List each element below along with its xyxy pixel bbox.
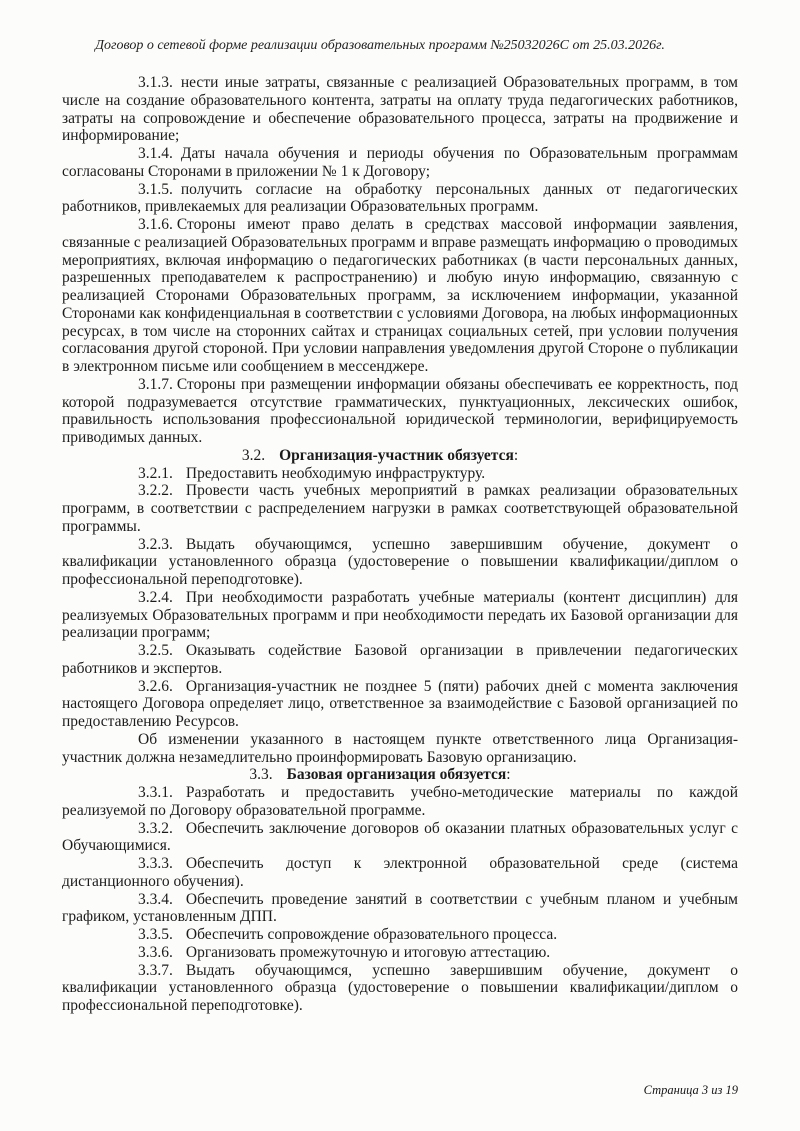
clause-number: 3.2.6. xyxy=(138,677,173,695)
clause-text: Об изменении указанного в настоящем пункте ответственного лица Организация-участник должна незамедлительно проинформировать Базовую организацию. xyxy=(62,730,738,766)
clause-number: 3.2.2. xyxy=(138,482,173,500)
clause-text: Выдать обучающимся, успешно завершившим обучение, документ о квалификации установленного образца (удостоверение о повышении квалификации/диплом о профессиональной переподготовке). xyxy=(62,535,738,588)
clause-3-1-7 xyxy=(62,376,738,447)
clause-text: При необходимости разработать учебные материалы (контент дисциплин) для реализуемых Образовательных программ и при необходимости передать их Базовой организации для реализации программ; xyxy=(62,588,738,642)
footer-page-number: Страница 3 из 19 xyxy=(643,1083,738,1097)
clause-number: 3.2.5. xyxy=(138,642,173,659)
section-heading-3-3 xyxy=(42,766,718,784)
section-number: 3.2. xyxy=(241,446,266,464)
clause-3-1-6 xyxy=(62,216,738,376)
clause-text: нести иные затраты, связанные с реализацией Образовательных программ, в том числе на создание образовательного контента, затраты на оплату труда педагогических работников, затраты на сопровождение и обеспечение образовательного процесса, затраты на продвижение и информирование; xyxy=(62,74,738,145)
clause-text: Предоставить необходимую инфраструктуру. xyxy=(185,464,486,482)
section-title-suffix: : xyxy=(513,446,519,464)
clause-number: 3.1.5. xyxy=(138,180,173,198)
clause-3-1-3 xyxy=(62,74,738,145)
clause-number: 3.1.4. xyxy=(138,145,173,162)
clause-text: Обеспечить доступ к электронной образовательной среде (система дистанционного обучения). xyxy=(62,855,738,890)
document-body xyxy=(0,74,800,1015)
clause-3-3-5 xyxy=(62,926,738,944)
clause-text: Разработать и предоставить учебно-методические материалы по каждой реализуемой по Договору образовательной программе. xyxy=(62,784,738,819)
clause-3-2-6 xyxy=(62,678,738,731)
clause-text: Оказывать содействие Базовой организации в привлечении педагогических работников и экспертов. xyxy=(62,642,738,677)
clause-number: 3.1.3. xyxy=(138,74,173,91)
clause-3-2-4 xyxy=(62,589,738,642)
clause-3-2-1 xyxy=(62,465,738,483)
clause-text: Обеспечить проведение занятий в соответствии с учебным планом и учебным графиком, установленным ДПП. xyxy=(62,890,738,926)
clause-text: Выдать обучающимся, успешно завершившим обучение, документ о квалификации установленного образца (удостоверение о повышении квалификации/диплом о профессиональной переподготовке). xyxy=(62,961,738,1014)
clause-text: получить согласие на обработку персональных данных от педагогических работников, привлекаемых для реализации Образовательных программ. xyxy=(62,180,738,216)
section-title: Организация-участник обязуется xyxy=(279,446,514,464)
clause-3-2-2 xyxy=(62,482,738,535)
clause-3-3-4 xyxy=(62,891,738,927)
clause-3-3-1 xyxy=(62,784,738,820)
clause-text: Обеспечить сопровождение образовательного процесса. xyxy=(185,926,558,943)
clause-3-1-4 xyxy=(62,145,738,181)
clause-text: Провести часть учебных мероприятий в рамках реализации образовательных программ, в соответствии с распределением нагрузки в рамках соответствующей образовательной программы. xyxy=(62,482,738,535)
clause-number: 3.1.6. xyxy=(138,216,173,233)
clause-text: Организовать промежуточную и итоговую аттестацию. xyxy=(185,943,551,961)
clause-3-3-2 xyxy=(62,820,738,856)
clause-number: 3.3.3. xyxy=(138,855,173,872)
document-header-title: Договор о сетевой форме реализации образовательных программ №25032026С от 25.03.2026г. xyxy=(95,38,665,53)
section-title-suffix: : xyxy=(506,766,511,784)
clause-3-2-6-note xyxy=(62,731,738,767)
clause-text: Организация-участник не позднее 5 (пяти) рабочих дней с момента заключения настоящего Договора определяет лицо, ответственное за взаимодействие с Базовой организацией по предоставлению Ресурсов. xyxy=(62,677,738,730)
clause-number: 3.2.4. xyxy=(138,588,173,606)
clause-number: 3.3.5. xyxy=(138,926,173,943)
section-title: Базовая организация обязуется xyxy=(286,766,507,784)
clause-3-2-3 xyxy=(62,536,738,589)
clause-3-3-7 xyxy=(62,962,738,1015)
clause-number: 3.2.3. xyxy=(138,535,173,553)
clause-number: 3.3.7. xyxy=(138,961,173,979)
clause-3-3-6 xyxy=(62,944,738,962)
clause-number: 3.1.7. xyxy=(138,375,173,393)
clause-number: 3.3.2. xyxy=(138,819,173,837)
clause-text: Стороны имеют право делать в средствах массовой информации заявления, связанные с реализацией Образовательных программ и вправе размещать информацию о проводимых мероприятиях, включая информацию о педагогических работниках (в части персональных данных, разрешенных преподавателем к распространению) и любую иную информацию, связанную с реализацией Сторонами Образовательных программ, за исключением информации, указанной Сторонами как конфиденциальная в соответствии с условиями Договора, на любых информационных ресурсах, в том числе на сторонних сайтах и страницах социальных сетей, при условии получения согласования другой стороной. При условии направления уведомления другой Стороне о публикации в электронном письме или сообщением в мессенджере. xyxy=(62,216,738,375)
clause-3-1-5 xyxy=(62,181,738,217)
clause-number: 3.2.1. xyxy=(138,464,173,482)
clause-text: Даты начала обучения и периоды обучения по Образовательным программам согласованы Сторонами в приложении № 1 к Договору; xyxy=(62,145,738,180)
clause-number: 3.3.1. xyxy=(138,784,173,801)
section-number: 3.3. xyxy=(249,766,273,784)
clause-number: 3.3.4. xyxy=(138,890,173,908)
clause-3-3-3 xyxy=(62,855,738,891)
clause-3-2-5 xyxy=(62,642,738,678)
section-heading-3-2 xyxy=(42,447,718,465)
clause-number: 3.3.6. xyxy=(138,943,173,961)
clause-text: Стороны при размещении информации обязаны обеспечивать ее корректность, под которой подразумевается отсутствие грамматических, пунктуационных, лексических ошибок, правильность использования профессиональной юридической терминологии, верифицируемость приводимых данных. xyxy=(62,375,738,446)
clause-text: Обеспечить заключение договоров об оказании платных образовательных услуг с Обучающимися. xyxy=(62,819,738,855)
